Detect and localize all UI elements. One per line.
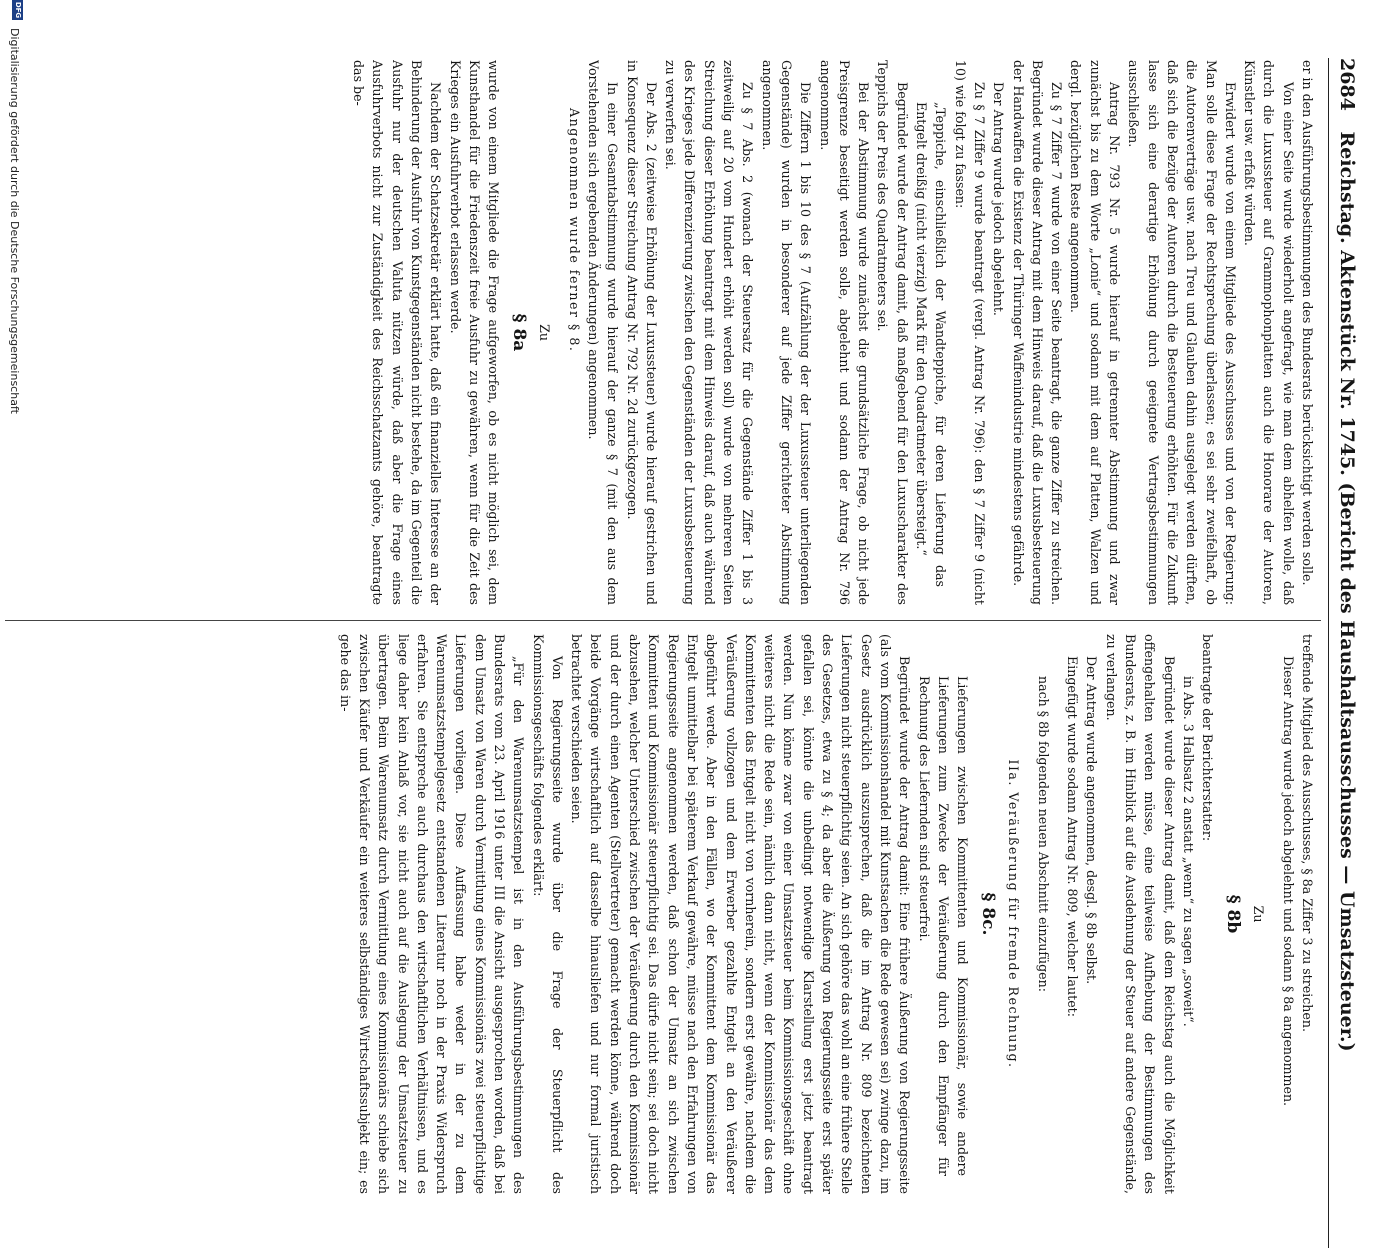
page-header — [1333, 58, 1361, 1248]
paragraph: wurde von einem Mitgliede die Frage aufgeworfen, ob es nicht möglich sei, dem Kunsthandel für die Friedenszeit freie Ausfuhr zu gewähren, wenn für die Zeit des Krieges ein Ausfuhrverbot erlassen werde. — [447, 60, 502, 605]
quoted-text: in Abs. 3 Halbsatz 2 anstatt „wenn“ zu sagen „soweit“. — [1180, 676, 1196, 1027]
paragraph: Die Ziffern 1 bis 10 des § 7 (Aufzählung der der Luxussteuer unterliegenden Gegenstände) wurden in besonderer auf jede Ziffer gerichteter Abstimmung angenommen. — [759, 60, 814, 605]
quoted-text: nach § 8b folgenden neuen Abschnitt einzufügen: — [1035, 676, 1051, 992]
section-heading: § 8b — [1223, 894, 1244, 934]
paragraph: Angenommen wurde ferner § 8. — [566, 108, 582, 353]
paragraph: Zu — [1251, 905, 1267, 923]
quoted-text: „Teppiche, einschließlich der Wandteppiche, für deren Lieferung das Entgelt dreißig (nicht vierzig) Mark für den Quadratmeter übersteigt.“ — [914, 102, 949, 587]
paragraph: beantragte der Berichterstatter: — [1200, 634, 1216, 842]
column-divider — [5, 620, 1321, 621]
funding-note: Digitalisierung gefördert durch die Deutsche Forschungsgemeinschaft — [8, 28, 21, 414]
paragraph: Nachdem der Schatzsekretär erklärt hatte, daß ein finanzielles Interesse an der Behinderung der Ausfuhr von Kunstgegenständen nicht bestehe, da im Gegenteil die Ausfuhr nur der deutschen Valuta nützen würde, daß aber die Frage eines Ausfuhrverbots nicht zur Zuständigkeit des Reichsschatzamts gehöre, beantragte das be- — [351, 60, 444, 605]
paragraph: Zu — [537, 324, 553, 341]
paragraph: Der Antrag wurde angenommen, desgl. § 8b selbst. — [1084, 656, 1100, 985]
paragraph: Begründet wurde der Antrag damit, daß maßgebend für den Luxuscharakter des Teppichs der Preis des Quadratmeters sei. — [875, 60, 910, 605]
paragraph: In einer Gesamtabstimmung wurde hierauf der ganze § 7 (mit den aus dem Vorstehenden sich ergebenden Änderungen) angenommen. — [586, 60, 621, 605]
running-title: Reichstag. Aktenstück Nr. 1745. (Bericht des Haushaltsausschusses — Umsatzsteuer.) — [1336, 131, 1358, 1052]
paragraph: treffende Mitglied des Ausschusses, § 8a Ziffer 3 zu streichen. — [1300, 634, 1315, 1032]
paragraph: Begründet wurde der Antrag damit: Eine frühere Äußerung von Regierungsseite (als vom Kommissionshandel mit Kunstsachen die Rede gewesen sei) zwinge dazu, im Gesetz ausdrücklich auszusprechen, daß die im Antrag Nr. 809 bezeichneten Lieferungen nicht steuerpflichtig seien. An sich gehöre das wohl an eine frühere Stelle des Gesetzes, etwa zu § 4; da aber die Äußerung von Regierungsseite erst später gefallen sei, könnte die unbedingt notwendige Klarstellung erst jetzt beantragt werden. Nun könne zwar von einer Umsatzsteuer beim Kommissionsgeschäft ohne weiteres nicht die Rede sein, nämlich dann nicht, wenn der Kommissionär das dem Kommittenten das Entgelt nicht von vornherein, sondern erst gewähre, nachdem die Veräußerung vollzogen und dem Erwerber gezahlte Entgelt an den Veräußerer abgeführt werde. Aber in den Fällen, wo der Kommittent dem Kommissionär das Entgelt unmittelbar bei späterem Verkauf gewähre, müsse nach den Erfahrungen von Regierungsseite angenommen werden, daß schon der Umsatz an sich zwischen Kommittent und Kommissionär steuerpflichtig sei. Das dürfe nicht sein; sei doch nicht abzusehen, welcher Unterschied zwischen der Veräußerung durch den Kommissionär und der durch einen Agenten (Stellvertreter) gemacht werden könne, während doch beide Vorgänge wirtschaftlich auf dasselbe hinausliefen und nur formal juristisch betrachtet verschieden seien. — [569, 634, 913, 1194]
left-column — [7, 60, 1317, 605]
quoted-text: Lieferungen zwischen Kommittenten und Kommissionär, sowie andere Lieferungen zum Zwecke der Veräußerung durch den Empfänger für Rechnung des Liefernden sind steuerfrei. — [916, 676, 971, 1176]
paragraph: Begründet wurde dieser Antrag damit, daß dem Reichstag auch die Möglichkeit offengehalten werden müsse, eine teilweise Aufhebung der Bestimmungen des Bundesrats, z. B. im Hinblick auf die Ausdehnung der Steuer auf andere Gegenstände, zu verlangen. — [1103, 634, 1177, 1194]
paragraph: Bei der Abstimmung wurde zunächst die grundsätzliche Frage, ob nicht jede Preisgrenze beseitigt werden solle, abgelehnt und sodann der Antrag Nr. 796 angenommen. — [817, 60, 872, 605]
paragraph: Antrag Nr. 793 Nr. 5 wurde hierauf in getrennter Abstimmung und zwar zunächst bis zu dem Worte „Lonie“ und sodann mit dem auf Platten, Walzen und dergl. bezüglichen Reste angenommen. — [1068, 60, 1123, 605]
dfg-logo: DFG — [14, 1, 22, 19]
digitization-note — [3, 0, 33, 1000]
section-heading: IIa. Veräußerung für fremde Rechnung. — [1006, 759, 1022, 1069]
paragraph: Zu § 7 Abs. 2 (wonach der Steuersatz für die Gegenstände Ziffer 1 bis 3 zeitweilig auf 20 vom Hundert erhöht werden soll) wurde von mehreren Seiten Streichung dieser Erhöhung beantragt mit dem Hinweis darauf, daß auch während des Krieges jede Differenzierung zwischen den Gegenständen der Luxusbesteuerung zu verwerfen sei. — [663, 60, 756, 605]
paragraph: Erwidert wurde von einem Mitgliede des Ausschusses und von der Regierung: Man solle diese Frage der Rechtsprechung überlassen; es sei sehr zweifelhaft, ob die Autorenverträge usw. nach Treu und Glauben dahin ausgelegt werden dürften, daß sich die Bezüge der Autoren durch die Besteuerung erhöhten. Für die Zukunft lasse sich eine derartige Erhöhung durch geeignete Vertragsbestimmungen ausschließen. — [1126, 60, 1238, 605]
paragraph: Zu § 7 Ziffer 7 wurde von einer Seite beantragt, die ganze Ziffer zu streichen. Begründet wurde dieser Antrag mit dem Hinweis darauf, daß die Luxusbesteuerung der Handwaffen die Existenz der Thüringer Waffenindustrie mindestens gefährde. — [1010, 60, 1065, 605]
paragraph: Dieser Antrag wurde jedoch abgelehnt und sodann § 8a angenommen. — [1280, 656, 1296, 1107]
paragraph: Von einer Seite wurde wiederholt angefragt, wie man dem abhelfen wolle, daß durch die Luxussteuer auf Grammophonplatten auch die Honorare der Autoren, Künstler usw. erfaßt würden. — [1242, 60, 1296, 605]
header-rule — [1328, 58, 1329, 1248]
paragraph: Der Antrag wurde jedoch abgelehnt. — [991, 82, 1007, 316]
page-number: 2684 — [1336, 58, 1358, 111]
paragraph: Von Regierungsseite wurde über die Frage der Steuerpflicht des Kommissionsgeschäfts folgendes erklärt: — [530, 634, 565, 1194]
right-column — [7, 634, 1317, 1194]
section-heading: § 8c. — [978, 892, 999, 936]
paragraph: er in den Ausführungsbestimmungen des Bundesrats berücksichtigt werden solle. — [1300, 60, 1315, 586]
paragraph: Eingefügt wurde sodann Antrag Nr. 809, welcher lautet: — [1065, 656, 1081, 1017]
paragraph: Der Abs. 2 (zeitweise Erhöhung der Luxussteuer) wurde hierauf gestrichen und in Konsequenz dieser Streichung Antrag Nr. 792 Nr. 2d zurückgezogen. — [624, 60, 659, 605]
paragraph: Zu § 7 Ziffer 9 wurde beantragt (vergl. Antrag Nr. 796): den § 7 Ziffer 9 (nicht 10) wie folgt zu fassen: — [952, 60, 987, 605]
paragraph: „Für den Warenumsatzstempel ist in den Ausführungsbestimmungen des Bundesrats vom 23. April 1916 unter III die Ansicht ausgesprochen worden, daß bei dem Umsatz von Waren durch Vermittlung eines Kommissionärs zwei steuerpflichtige Lieferungen vorliegen. Diese Auffassung habe weder in der zu dem Warenumsatzstempelgesetz entstandenen Literatur noch in der Praxis Widerspruch erfahren. Sie entspreche auch durchaus den wirtschaftlichen Verhältnissen, und es liege daher kein Anlaß vor, sie nicht auch auf die Auslegung der Umsatzsteuer zu übertragen. Beim Warenumsatz durch Vermittlung eines Kommissionärs schiebe sich zwischen Käufer und Verkäufer ein weiteres selbständiges Wirtschaftssubjekt ein; es gehe das in- — [337, 634, 527, 1194]
section-heading: § 8a — [509, 313, 530, 352]
